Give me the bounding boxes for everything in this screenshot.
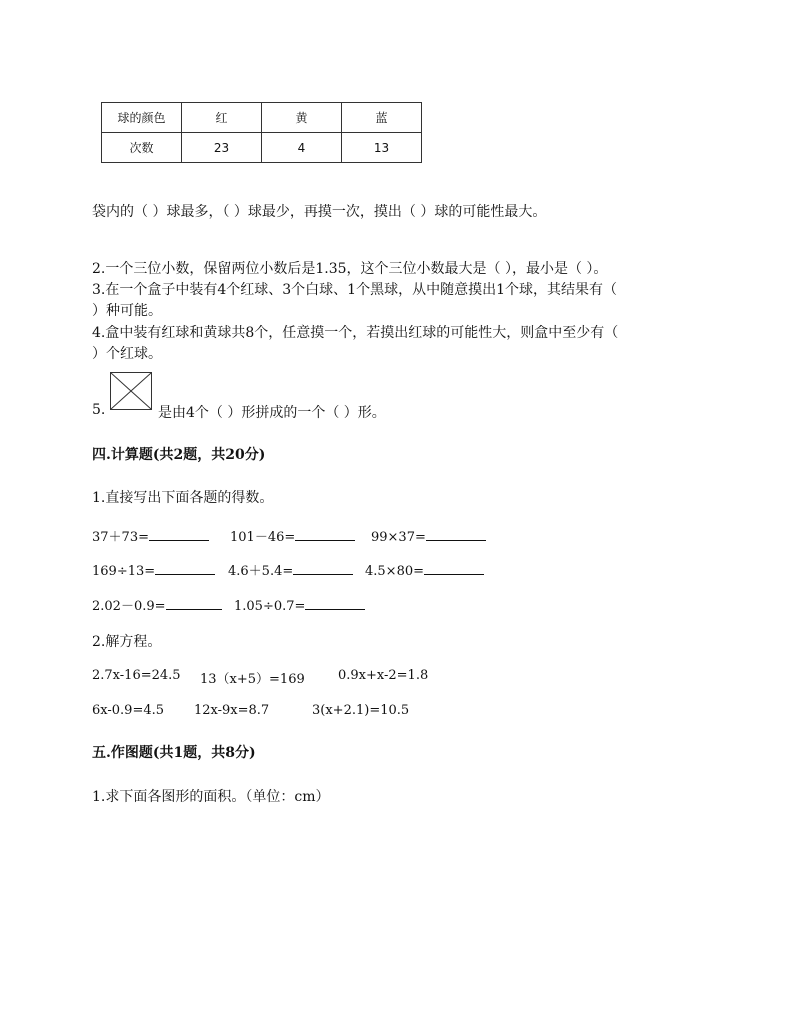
- table-header-cell: 蓝: [342, 103, 422, 133]
- calc-expression: 1.05÷0.7=: [234, 599, 306, 614]
- calc-item: [230, 526, 355, 545]
- answer-blank[interactable]: [155, 560, 215, 575]
- calc-item: [234, 595, 365, 614]
- answer-blank[interactable]: [166, 595, 222, 610]
- question-3-line-2: ）种可能。: [92, 303, 162, 319]
- table-cell: 4: [262, 133, 342, 163]
- table-header-cell: 黄: [262, 103, 342, 133]
- question-3-line-1: 3.在一个盒子中装有4个红球、3个白球、1个黑球，从中随意摸出1个球，其结果有（: [92, 282, 617, 298]
- equation-item: 6x-0.9=4.5: [92, 703, 165, 718]
- table-row-label: 次数: [102, 133, 182, 163]
- question-2-text: 2.一个三位小数，保留两位小数后是1.35，这个三位小数最大是（ ），最小是（ ）。: [92, 261, 608, 277]
- table-header-cell: 球的颜色: [102, 103, 182, 133]
- answer-blank[interactable]: [149, 526, 209, 541]
- table-header-row: [102, 103, 422, 133]
- question-4-line-1: 4.盒中装有红球和黄球共8个，任意摸一个，若摸出红球的可能性大，则盒中至少有（: [92, 325, 619, 341]
- calc-expression: 99×37=: [371, 530, 426, 545]
- table-header-cell: 红: [182, 103, 262, 133]
- answer-blank[interactable]: [293, 560, 353, 575]
- answer-blank[interactable]: [426, 526, 486, 541]
- section-5-title: 五.作图题(共1题，共8分): [92, 745, 256, 761]
- draw-intro: 1.求下面各图形的面积。（单位：cm）: [92, 789, 330, 805]
- calc-intro: 1.直接写出下面各题的得数。: [92, 490, 274, 506]
- question-5-text: 是由4个（ ）形拼成的一个（ ）形。: [158, 405, 386, 421]
- calc-item: [365, 560, 484, 579]
- equation-item: 12x-9x=8.7: [194, 703, 270, 718]
- table-cell: 23: [182, 133, 262, 163]
- square-diagonals-icon: [111, 373, 153, 411]
- equation-item: 3(x+2.1)=10.5: [312, 703, 410, 718]
- calc-item: [92, 526, 209, 545]
- table-row: [102, 133, 422, 163]
- calc-item: [228, 560, 353, 579]
- calc-expression: 37＋73=: [92, 530, 149, 545]
- calc-item: [92, 595, 222, 614]
- calc-expression: 4.6＋5.4=: [228, 564, 294, 579]
- calc-item: [371, 526, 486, 545]
- square-diagonals-figure: [110, 372, 152, 410]
- equation-item: 2.7x-16=24.5: [92, 668, 181, 683]
- question-1-text: 袋内的（ ）球最多，（ ）球最少，再摸一次，摸出（ ）球的可能性最大。: [92, 204, 547, 220]
- answer-blank[interactable]: [305, 595, 365, 610]
- calc-expression: 169÷13=: [92, 564, 156, 579]
- section-4-title: 四.计算题(共2题，共20分): [92, 447, 266, 463]
- calc-expression: 4.5×80=: [365, 564, 425, 579]
- question-4-line-2: ）个红球。: [92, 346, 162, 362]
- calc-item: [92, 560, 215, 579]
- answer-blank[interactable]: [295, 526, 355, 541]
- calc-expression: 2.02－0.9=: [92, 599, 166, 614]
- equation-item: 0.9x+x-2=1.8: [338, 668, 429, 683]
- ball-color-table: [101, 102, 422, 163]
- question-5-number: 5.: [92, 402, 106, 418]
- answer-blank[interactable]: [424, 560, 484, 575]
- equation-item: 13（x+5）=169: [200, 672, 305, 687]
- calc-expression: 101－46=: [230, 530, 296, 545]
- equation-intro: 2.解方程。: [92, 634, 162, 650]
- table-cell: 13: [342, 133, 422, 163]
